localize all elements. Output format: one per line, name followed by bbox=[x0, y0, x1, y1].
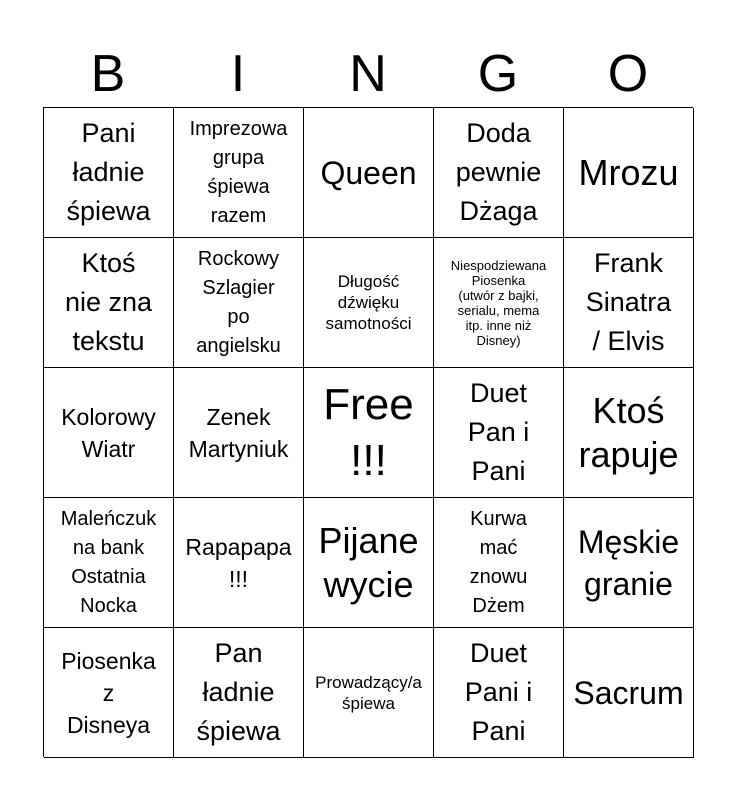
bingo-cell-r3-c5[interactable] bbox=[564, 368, 694, 498]
bingo-cell-label: Prowadzący/a śpiewa bbox=[315, 672, 422, 713]
bingo-grid bbox=[43, 107, 693, 757]
bingo-cell-r1-c3[interactable] bbox=[304, 108, 434, 238]
bingo-cell-label: Piosenka z Disneya bbox=[61, 647, 156, 738]
bingo-cell-label: Queen bbox=[320, 154, 417, 191]
bingo-cell-r2-c5[interactable] bbox=[564, 238, 694, 368]
header-letter-i: I bbox=[230, 45, 246, 103]
bingo-cell-r2-c3[interactable] bbox=[304, 238, 434, 368]
bingo-cell-r3-c4[interactable] bbox=[434, 368, 564, 498]
bingo-cell-r5-c5[interactable] bbox=[564, 628, 694, 758]
bingo-cell-r4-c3[interactable] bbox=[304, 498, 434, 628]
bingo-cell-label: Duet Pan i Pani bbox=[467, 378, 530, 486]
bingo-cell-r2-c4[interactable] bbox=[434, 238, 564, 368]
bingo-cell-label: Pan ładnie śpiewa bbox=[196, 638, 281, 746]
bingo-cell-label: Mrozu bbox=[578, 151, 679, 193]
bingo-cell-label: Kurwa mać znowu Dżem bbox=[469, 507, 528, 617]
bingo-cell-label: Ktoś nie zna tekstu bbox=[64, 248, 153, 356]
bingo-cell-r1-c2[interactable] bbox=[174, 108, 304, 238]
bingo-cell-label: Pani ładnie śpiewa bbox=[66, 118, 151, 226]
bingo-cell-label: Ktoś rapuje bbox=[578, 389, 679, 475]
bingo-cell-label: Pijane wycie bbox=[318, 519, 419, 605]
bingo-cell-label: Imprezowa grupa śpiewa razem bbox=[189, 117, 288, 227]
bingo-cell-r3-c1[interactable] bbox=[44, 368, 174, 498]
header-letter-b: B bbox=[90, 45, 126, 103]
bingo-cell-r4-c5[interactable] bbox=[564, 498, 694, 628]
bingo-cell-r4-c2[interactable] bbox=[174, 498, 304, 628]
bingo-cell-label: Długość dźwięku samotności bbox=[325, 272, 412, 333]
bingo-cell-r4-c1[interactable] bbox=[44, 498, 174, 628]
bingo-cell-free-space[interactable] bbox=[304, 368, 434, 498]
bingo-cell-r1-c4[interactable] bbox=[434, 108, 564, 238]
bingo-cell-r5-c4[interactable] bbox=[434, 628, 564, 758]
bingo-cell-label: Niespodziewana Piosenka (utwór z bajki, serialu, mema itp. inne niż Disney) bbox=[450, 257, 547, 348]
bingo-cell-label: Rockowy Szlagier po angielsku bbox=[196, 247, 281, 357]
header-letter-g: G bbox=[477, 45, 519, 103]
bingo-cell-r4-c4[interactable] bbox=[434, 498, 564, 628]
bingo-cell-label: Frank Sinatra / Elvis bbox=[585, 248, 672, 356]
bingo-cell-label: Doda pewnie Dżaga bbox=[455, 118, 542, 226]
bingo-cell-label: Rapapapa !!! bbox=[185, 533, 292, 592]
bingo-cell-r5-c3[interactable] bbox=[304, 628, 434, 758]
bingo-cell-r1-c5[interactable] bbox=[564, 108, 694, 238]
bingo-cell-r2-c1[interactable] bbox=[44, 238, 174, 368]
bingo-cell-label: Free !!! bbox=[323, 379, 414, 485]
bingo-cell-r5-c2[interactable] bbox=[174, 628, 304, 758]
header-letter-o: O bbox=[607, 45, 649, 103]
bingo-cell-r5-c1[interactable] bbox=[44, 628, 174, 758]
bingo-header bbox=[43, 40, 693, 108]
bingo-cell-label: Męskie granie bbox=[577, 523, 680, 602]
header-letter-n: N bbox=[349, 45, 387, 103]
bingo-cell-label: Maleńczuk na bank Ostatnia Nocka bbox=[60, 507, 157, 617]
bingo-cell-r2-c2[interactable] bbox=[174, 238, 304, 368]
bingo-cell-label: Sacrum bbox=[573, 674, 684, 711]
bingo-cell-r1-c1[interactable] bbox=[44, 108, 174, 238]
bingo-cell-r3-c2[interactable] bbox=[174, 368, 304, 498]
bingo-cell-label: Duet Pani i Pani bbox=[464, 638, 533, 746]
bingo-cell-label: Zenek Martyniuk bbox=[188, 403, 289, 462]
bingo-cell-label: Kolorowy Wiatr bbox=[61, 403, 156, 462]
